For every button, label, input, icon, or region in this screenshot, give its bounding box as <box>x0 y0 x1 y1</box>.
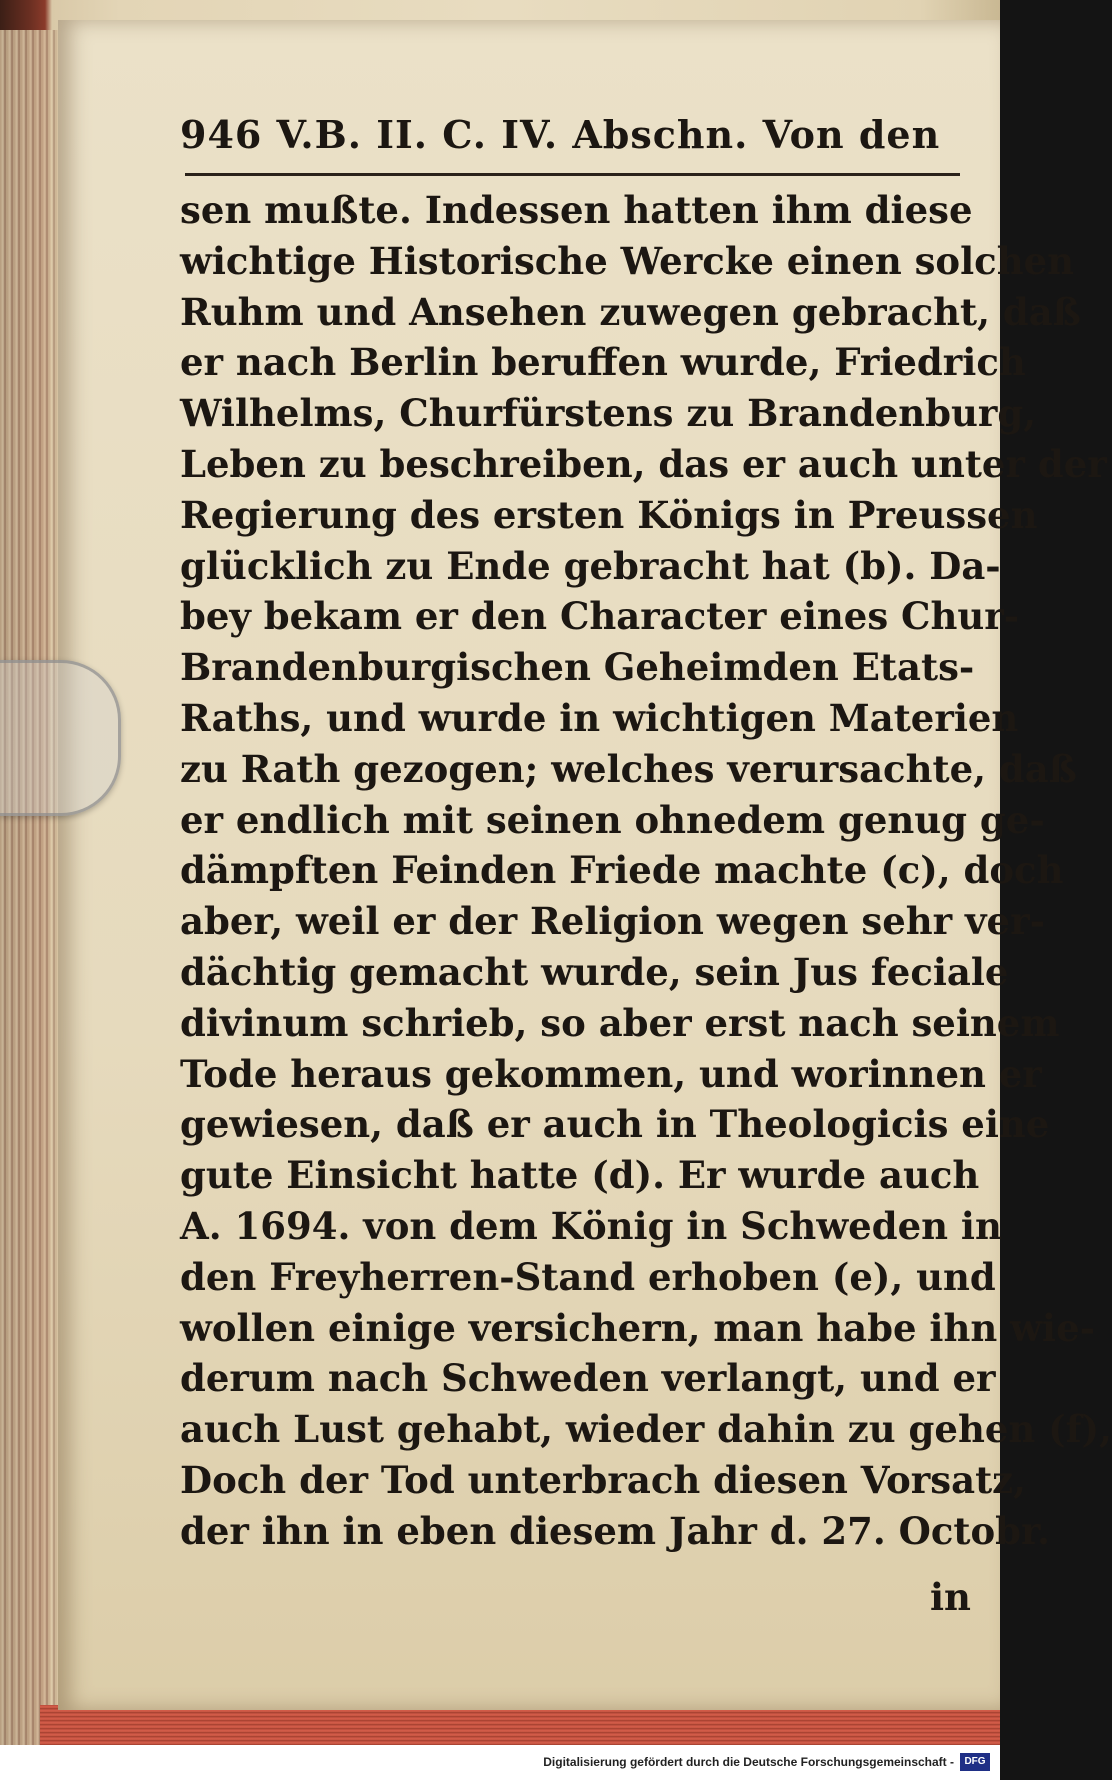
text-line: wollen einige versichern, man habe ihn wie- <box>180 1305 1095 1350</box>
text-line: er endlich mit seinen ohnedem genug ge- <box>180 797 1045 842</box>
funding-credit: Digitalisierung gefördert durch die Deutsche Forschungsgemeinschaft - <box>543 1755 954 1769</box>
catchword: in <box>930 1575 971 1619</box>
text-line: er nach Berlin beruffen wurde, Friedrich <box>180 340 1026 385</box>
text-line: Regierung des ersten Königs in Preussen <box>180 492 1038 537</box>
header-rule <box>185 173 960 176</box>
text-line: auch Lust gehabt, wieder dahin zu gehen (f), <box>180 1407 1112 1452</box>
text-line: Ruhm und Ansehen zuwegen gebracht, daß <box>180 289 1081 334</box>
text-line: glücklich zu Ende gebracht hat (b). Da- <box>180 543 1001 588</box>
text-line: dächtig gemacht wurde, sein Jus feciale <box>180 949 1009 994</box>
dfg-logo: DFG <box>960 1753 990 1771</box>
body-text <box>180 185 1112 1557</box>
text-line: Wilhelms, Churfürstens zu Brandenburg, <box>180 391 1037 436</box>
text-line: sen mußte. Indessen hatten ihm diese <box>180 188 973 232</box>
text-line: gewiesen, daß er auch in Theologicis eine <box>180 1102 1050 1147</box>
running-header: 946 V.B. II. C. IV. Abschn. Von den <box>180 112 941 157</box>
text-line: wichtige Historische Wercke einen solchen <box>180 238 1075 283</box>
text-line: Brandenburgischen Geheimden Etats- <box>180 645 975 690</box>
text-line: derum nach Schweden verlangt, und er <box>180 1356 996 1401</box>
text-line: zu Rath gezogen; welches verursachte, daß <box>180 746 1077 791</box>
text-line: den Freyherren-Stand erhoben (e), und <box>180 1254 996 1299</box>
text-line: bey bekam er den Character eines Chur- <box>180 594 1020 639</box>
text-line: Tode heraus gekommen, und worinnen er <box>180 1051 1042 1096</box>
footer-bar <box>0 1745 1000 1780</box>
text-line: A. 1694. von dem König in Schweden in <box>180 1203 1002 1248</box>
page-clip <box>0 660 121 816</box>
text-line: aber, weil er der Religion wegen sehr ver- <box>180 899 1045 944</box>
page-edge <box>40 1705 1000 1745</box>
text-line: Doch der Tod unterbrach diesen Vorsatz, <box>180 1457 1027 1502</box>
book-spine <box>0 30 58 1745</box>
text-line: Raths, und wurde in wichtigen Materien <box>180 695 1019 740</box>
text-line: divinum schrieb, so aber erst nach seinem <box>180 1000 1060 1045</box>
text-line: gute Einsicht hatte (d). Er wurde auch <box>180 1153 980 1198</box>
text-line: dämpften Feinden Friede machte (c), doch <box>180 848 1064 893</box>
text-line: der ihn in eben diesem Jahr d. 27. Octobr. <box>180 1508 1050 1553</box>
text-line: Leben zu beschreiben, das er auch unter der <box>180 441 1107 486</box>
